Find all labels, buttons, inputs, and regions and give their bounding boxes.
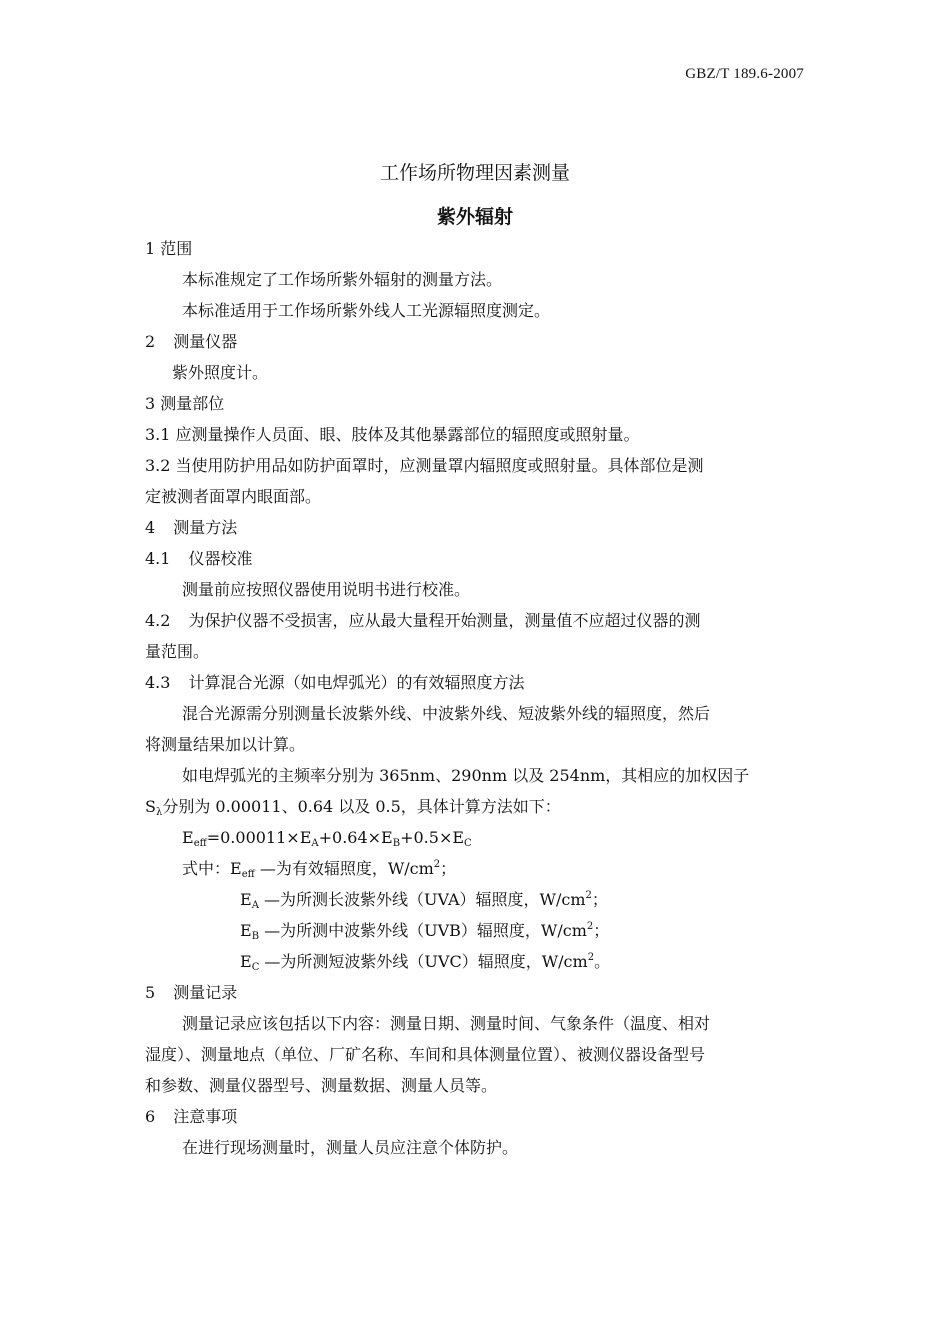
section-5-heading: 5 测量记录 <box>145 983 238 1002</box>
definition-a: $E_A$ —为所测长波紫外线（UVA）辐照度，$W/cm^2$； <box>240 890 608 911</box>
definition-c: $E_C$ —为所测短波紫外线（UVC）辐照度，$W/cm^2$。 <box>240 952 611 973</box>
section-6-paragraph: 在进行现场测量时，测量人员应注意个体防护。 <box>182 1138 519 1157</box>
section-3-2-line-1: 3.2 当使用防护用品如防护面罩时，应测量罩内辐照度或照射量。具体部位是测 <box>145 456 704 475</box>
section-1-heading: 1 范围 <box>145 239 193 258</box>
section-1-paragraph-2: 本标准适用于工作场所紫外线人工光源辐照度测定。 <box>182 301 551 320</box>
section-1-paragraph-1: 本标准规定了工作场所紫外辐射的测量方法。 <box>182 270 503 289</box>
definition-b: $E_B$ —为所测中波紫外线（UVB）辐照度，$W/cm^2$； <box>240 921 610 942</box>
section-4-3-heading: 4.3 计算混合光源（如电焊弧光）的有效辐照度方法 <box>145 673 525 692</box>
section-4-2-line-2: 量范围。 <box>145 642 210 661</box>
section-2-heading: 2 测量仪器 <box>145 332 238 351</box>
section-4-2-line-1: 4.2 为保护仪器不受损害，应从最大量程开始测量，测量值不应超过仪器的测 <box>145 611 701 630</box>
section-4-3-paragraph-2-line-1: 如电焊弧光的主频率分别为 365nm、290nm 以及 254nm，其相应的加权因子 <box>182 766 750 785</box>
section-5-paragraph-line-1: 测量记录应该包括以下内容：测量日期、测量时间、气象条件（温度、相对 <box>182 1014 711 1033</box>
section-4-heading: 4 测量方法 <box>145 518 238 537</box>
section-2-paragraph: 紫外照度计。 <box>172 363 269 382</box>
section-4-1-paragraph: 测量前应按照仪器使用说明书进行校准。 <box>182 580 471 599</box>
section-4-3-paragraph-1-line-1: 混合光源需分别测量长波紫外线、中波紫外线、短波紫外线的辐照度，然后 <box>182 704 711 723</box>
standard-code: GBZ/T 189.6-2007 <box>685 66 804 82</box>
section-5-paragraph-line-3: 和参数、测量仪器型号、测量数据、测量人员等。 <box>145 1076 498 1095</box>
section-3-2-line-2: 定被测者面罩内眼面部。 <box>145 487 322 506</box>
section-6-heading: 6 注意事项 <box>145 1107 238 1126</box>
section-4-3-paragraph-1-line-2: 将测量结果加以计算。 <box>145 735 306 754</box>
section-3-heading: 3 测量部位 <box>145 394 225 413</box>
formula: $E_{eff}=0.00011\times E_A+0.64\times E_B+0.5\times E_C$ <box>182 828 472 849</box>
section-5-paragraph-line-2: 湿度）、测量地点（单位、厂矿名称、车间和具体测量位置）、被测仪器设备型号 <box>145 1045 706 1064</box>
section-4-3-paragraph-2-line-2: $S_\lambda$分别为 0.00011、0.64 以及 0.5，具体计算方法如下： <box>145 797 561 818</box>
document-body <box>145 233 810 1163</box>
section-4-1-heading: 4.1 仪器校准 <box>145 549 253 568</box>
document-subtitle: 紫外辐射 <box>436 206 513 228</box>
section-3-1: 3.1 应测量操作人员面、眼、肢体及其他暴露部位的辐照度或照射量。 <box>145 425 640 444</box>
definition-eff: 式中：$E_{eff}$ —为有效辐照度，$W/cm^2$； <box>182 859 457 880</box>
document-title: 工作场所物理因素测量 <box>379 162 570 184</box>
